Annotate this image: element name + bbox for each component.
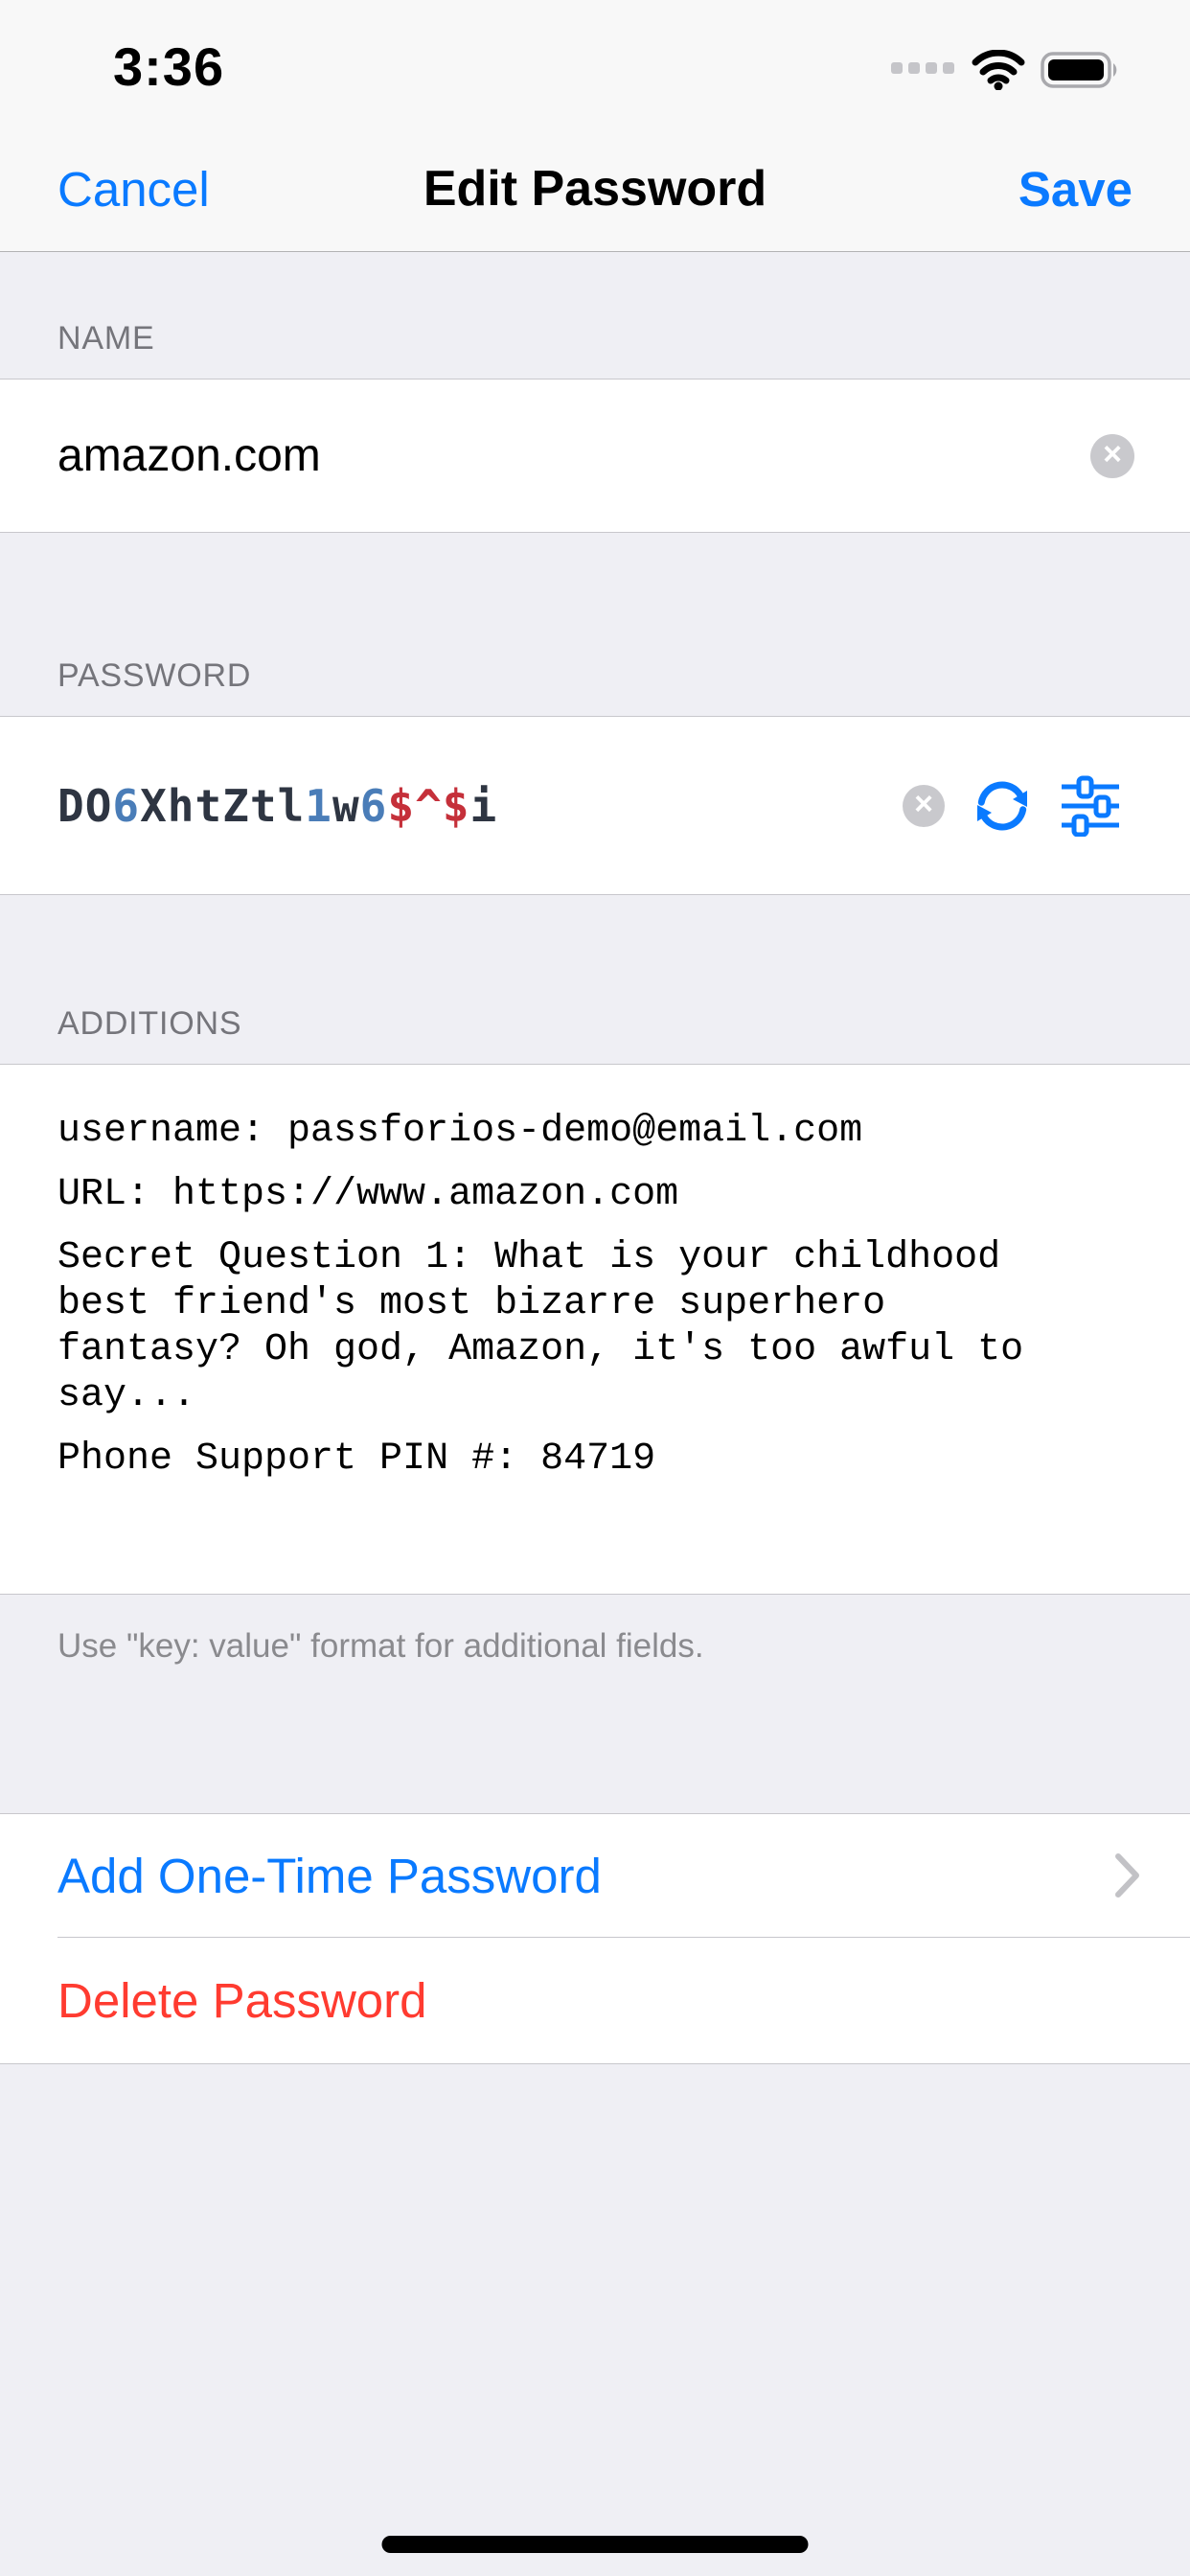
name-input[interactable]: amazon.com (57, 430, 321, 481)
password-section-header (0, 533, 1190, 716)
save-button[interactable]: Save (1018, 161, 1133, 217)
password-input[interactable]: DO6XhtZtl1w6$^$i (57, 779, 498, 832)
regenerate-password-icon[interactable] (972, 775, 1033, 837)
home-indicator[interactable] (382, 2536, 809, 2553)
cancel-button[interactable]: Cancel (57, 161, 210, 217)
bottom-spacer (0, 2064, 1190, 2575)
add-otp-label: Add One-Time Password (57, 1848, 602, 1903)
name-field-row (0, 379, 1190, 533)
additions-section-header (0, 895, 1190, 1064)
page-title: Edit Password (423, 161, 767, 217)
delete-password-row[interactable] (0, 1937, 1190, 2064)
navigation-bar (0, 126, 1190, 251)
additions-hint: Use "key: value" format for additional fields. (57, 1627, 704, 1665)
additions-text: username: passforios-demo@email.com URL: https://www.amazon.com Secret Question 1: What is your childhood best friend's most bizarre superhero fantasy? Oh god, Amazon, it's too awful to say... Phone Support PIN #: 84719 (57, 1110, 1024, 1481)
clear-password-icon[interactable]: × (903, 785, 945, 827)
password-row-icons (903, 775, 1121, 837)
password-settings-icon[interactable] (1060, 775, 1121, 837)
battery-icon (1041, 51, 1121, 89)
name-section-header (0, 252, 1190, 379)
additions-footer (0, 1595, 1190, 1813)
password-section-label: PASSWORD (57, 657, 252, 694)
clear-name-icon[interactable]: × (1090, 434, 1134, 478)
chevron-right-icon (1115, 1853, 1140, 1898)
status-icons (891, 36, 1121, 90)
header (0, 0, 1190, 252)
password-field-row (0, 716, 1190, 895)
name-section-label: NAME (57, 320, 155, 356)
wifi-icon (972, 50, 1025, 90)
additions-textarea[interactable] (0, 1064, 1190, 1595)
cellular-signal-icon (891, 62, 954, 78)
status-time: 3:36 (113, 35, 225, 97)
additions-section-label: ADDITIONS (57, 1005, 242, 1042)
add-otp-row[interactable] (0, 1813, 1190, 1937)
delete-password-label: Delete Password (57, 1972, 427, 2028)
status-bar (0, 0, 1190, 126)
